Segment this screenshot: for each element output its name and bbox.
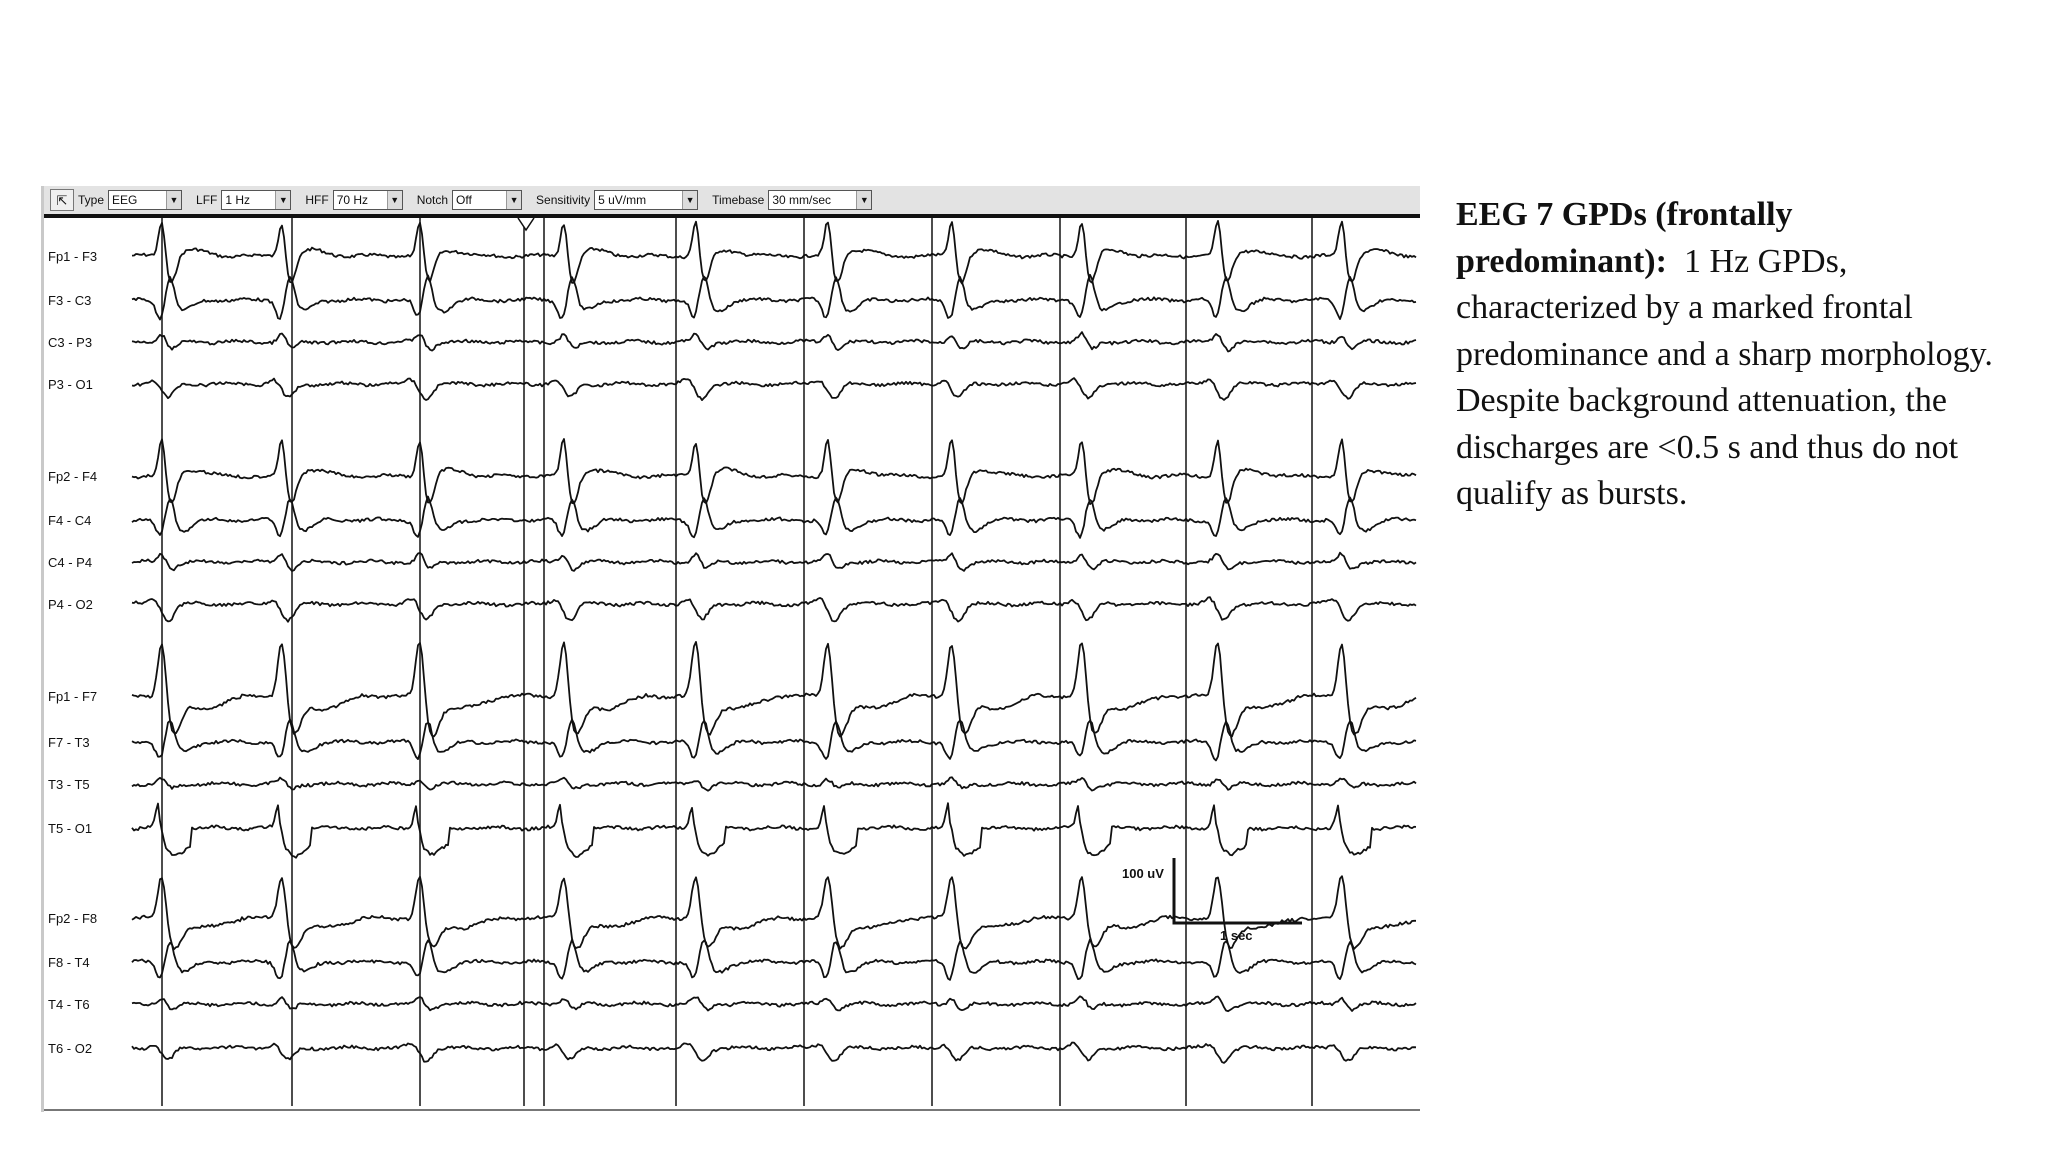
channel-trace [132, 597, 1416, 622]
caption-title: EEG 7 GPDs (frontally predominant): [1456, 196, 1793, 280]
timebase-select[interactable] [768, 190, 872, 210]
channel-label: T6 - O2 [48, 1041, 93, 1056]
channel-trace [132, 1043, 1416, 1063]
channel-trace [132, 378, 1416, 400]
sensitivity-select[interactable] [594, 190, 698, 210]
channel-labels [48, 249, 97, 1056]
type-value: EEG [112, 193, 138, 207]
channel-label: P3 - O1 [48, 377, 93, 392]
channel-label: Fp2 - F4 [48, 469, 98, 484]
channel-label: Fp2 - F8 [48, 911, 98, 926]
chevron-down-icon: ▼ [682, 191, 697, 209]
channel-label: C3 - P3 [48, 335, 93, 350]
channel-trace [132, 803, 1416, 858]
channel-trace [132, 720, 1416, 761]
caption-body: 1 Hz GPDs, characterized by a marked frontal predominance and a sharp morphology. Despite background attenuation, the discharges are <0.5 s and thus do not qualify as bursts. [1456, 242, 1993, 512]
hff-value: 70 Hz [336, 193, 369, 207]
channel-label: F3 - C3 [48, 293, 92, 308]
chevron-down-icon: ▼ [506, 191, 521, 209]
notch-select[interactable] [452, 190, 522, 210]
channel-trace [132, 553, 1416, 571]
hff-select[interactable] [333, 190, 403, 210]
eeg-toolbar [44, 186, 1420, 218]
channel-label: F8 - T4 [48, 955, 90, 970]
channel-label: T3 - T5 [48, 777, 90, 792]
second-markers [162, 218, 1312, 1106]
eeg-viewer-window [44, 186, 1420, 1112]
channel-label: Fp1 - F3 [48, 249, 98, 264]
channel-label: F7 - T3 [48, 735, 90, 750]
lff-label: LFF [196, 193, 218, 207]
channel-trace [132, 332, 1416, 351]
channel-label: T5 - O1 [48, 821, 93, 836]
hff-label: HFF [305, 193, 329, 207]
channel-trace [132, 221, 1416, 284]
chevron-down-icon: ▼ [387, 191, 402, 209]
channel-trace [132, 497, 1416, 538]
channel-label: P4 - O2 [48, 597, 93, 612]
scale-bar [518, 218, 1302, 943]
scale-amplitude-label: 100 uV [1122, 866, 1164, 881]
figure-caption [1456, 192, 2016, 518]
timebase-value: 30 mm/sec [772, 193, 832, 207]
channel-trace [132, 939, 1416, 980]
type-label: Type [78, 193, 105, 207]
scale-time-label: 1 sec [1220, 928, 1253, 943]
notch-value: Off [456, 193, 472, 207]
eeg-trace-area [44, 218, 1420, 1112]
sensitivity-label: Sensitivity [536, 193, 591, 207]
sensitivity-value: 5 uV/mm [598, 193, 647, 207]
chevron-down-icon: ▼ [856, 191, 871, 209]
channel-label: C4 - P4 [48, 555, 93, 570]
channel-trace [132, 275, 1416, 320]
timebase-label: Timebase [712, 193, 765, 207]
notch-label: Notch [416, 193, 449, 207]
lff-value: 1 Hz [225, 193, 251, 207]
cursor-marker-icon[interactable] [518, 218, 534, 230]
channel-trace [132, 996, 1416, 1011]
type-select[interactable] [108, 190, 182, 210]
channel-trace [132, 642, 1416, 737]
channel-trace [132, 777, 1416, 790]
channel-label: F4 - C4 [48, 513, 92, 528]
channel-label: Fp1 - F7 [48, 689, 98, 704]
window-resize-icon[interactable]: ⇱ [50, 189, 74, 211]
channel-label: T4 - T6 [48, 997, 90, 1012]
chevron-down-icon: ▼ [166, 191, 181, 209]
chevron-down-icon: ▼ [275, 191, 290, 209]
scale-bar-lines [1174, 858, 1302, 923]
lff-select[interactable] [221, 190, 291, 210]
channel-trace [132, 439, 1416, 504]
